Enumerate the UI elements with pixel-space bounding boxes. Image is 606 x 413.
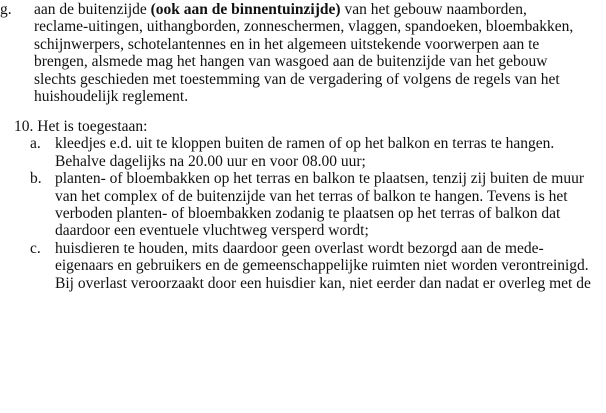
sub-item-marker-c: c. [30, 239, 41, 257]
sub-item-text-a [55, 135, 598, 170]
item-g-line-1-bold: (ook aan de binnentuinzijde) [150, 1, 341, 18]
sub-b-line-2: van het complex of de buitenzijde van het terras of balkon te hangen. Tevens is het [55, 187, 568, 205]
item-g-line-1-pre: aan de buitenzijde [34, 1, 151, 18]
sub-item-marker-a: a. [30, 135, 41, 153]
sub-c-line-2: eigenaars en gebruikers en de gemeenschappelijke ruimten niet worden verontreinigd. [55, 257, 589, 275]
item-g-line-5: slechts geschieden met toestemming van de vergadering of volgens de regels van het [34, 70, 560, 88]
sub-c-line-3: Bij overlast veroorzaakt door een huisdier kan, niet eerder dan nadat er overleg met de [55, 274, 591, 292]
sub-a-line-2: Behalve dagelijks na 20.00 uur en voor 08.00 uur; [55, 152, 366, 170]
sub-b-line-4: daardoor een eventuele vluchtweg versperd wordt; [55, 222, 369, 240]
sub-a-line-1: kleedjes e.d. uit te kloppen buiten de ramen of op het balkon en terras te hangen. [55, 135, 555, 153]
item-g-line-4: brengen, alsmede mag het hangen van wasgoed aan de buitenzijde van het gebouw [34, 53, 548, 71]
sub-c-line-1: huisdieren te houden, mits daardoor geen overlast wordt bezorgd aan de mede- [55, 239, 544, 257]
item-text-g [34, 1, 592, 105]
item-g-line-1-post: van het gebouw naamborden, [340, 1, 527, 18]
sub-item-marker-b: b. [30, 170, 42, 188]
item-g-line-2: reclame-uitingen, uithangborden, zonneschermen, vlaggen, spandoeken, bloembakken, [34, 18, 574, 36]
sub-b-line-3: verboden planten- of bloembakken zodanig te plaatsen op het terras of balkon dat [55, 205, 561, 222]
sub-b-line-1: planten- of bloembakken op het terras en balkon te plaatsen, tenzij zij buiten de muur [55, 170, 584, 188]
item-g-line-3: schijnwerpers, schotelantennes en in het algemeen uitstekende voorwerpen aan te [34, 35, 540, 53]
sub-item-text-b [55, 170, 598, 240]
item-g-line-1 [34, 1, 592, 18]
item-10-heading: 10. Het is toegestaan: [14, 118, 148, 135]
sub-item-text-c [55, 240, 598, 292]
item-g-line-6: huishoudelijk reglement. [34, 88, 189, 106]
item-marker-g: g. [0, 1, 12, 18]
